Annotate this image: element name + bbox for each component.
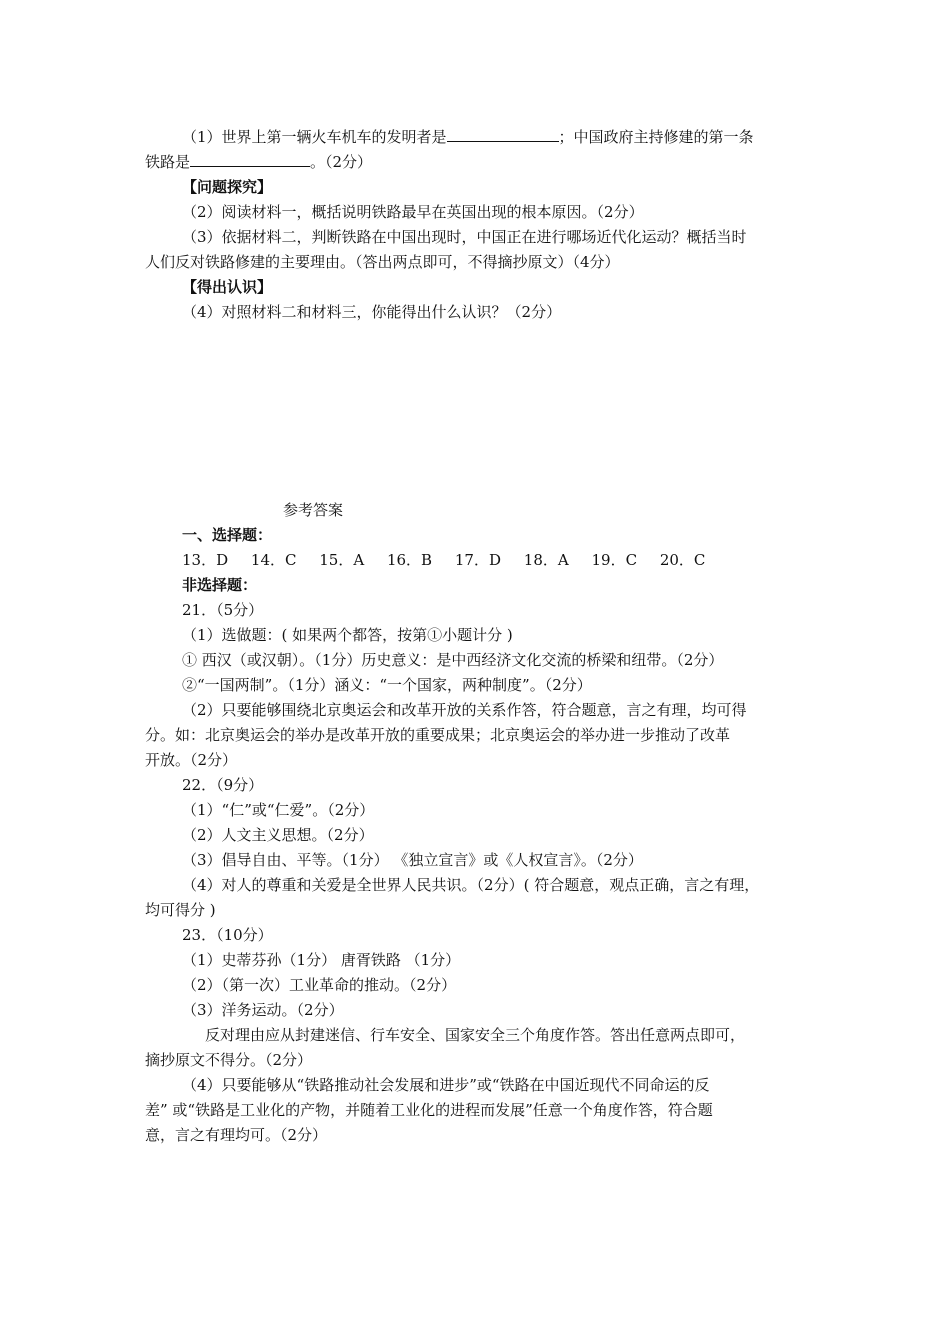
answer-23-2: （2）（第一次）工业革命的推动。（2分） [182,976,457,994]
question-2: （2）阅读材料一，概括说明铁路最早在英国出现的根本原因。（2分） [182,203,644,221]
answer-23-4-line-2: 差” 或“铁路是工业化的产物，并随着工业化的进程而发展”任意一个角度作答，符合题 [145,1101,713,1119]
question-1-text-d: 。（2分） [310,153,373,171]
answer-21-2-line-1: （2）只要能够围绕北京奥运会和改革开放的关系作答，符合题意，言之有理，均可得 [182,701,747,719]
choice-answer: 14．C [250,551,297,569]
answer-23-4-line-1: （4）只要能够从“铁路推动社会发展和进步”或“铁路在中国近现代不同命运的反 [182,1076,710,1094]
section-heading-conclude: 【得出认识】 [182,278,273,296]
answers-title: 参考答案 [283,501,344,519]
answer-blank-railway[interactable] [190,152,310,167]
choice-answer: 15．A [319,551,365,569]
answer-22-2: （2）人文主义思想。（2分） [182,826,374,844]
question-3-line-2: 人们反对铁路修建的主要理由。（答出两点即可，不得摘抄原文）（4分） [145,253,620,271]
question-1-text-a: （1）世界上第一辆火车机车的发明者是 [182,128,447,146]
question-1-text-b: ；中国政府主持修建的第一条 [558,128,754,146]
question-3-line-1: （3）依据材料二，判断铁路在中国出现时，中国正在进行哪场近代化运动？概括当时 [182,228,747,246]
answer-21-1a: ① 西汉（或汉朝）。（1分）历史意义：是中西经济文化交流的桥梁和纽带。（2分） [182,651,724,669]
answer-22-4-line-1: （4）对人的尊重和关爱是全世界人民共识。（2分）( 符合题意，观点正确，言之有理， [182,876,760,894]
answer-23-3: （3）洋务运动。（2分） [182,1001,344,1019]
answer-23-4-line-3: 意，言之有理均可。（2分） [145,1126,328,1144]
choice-answers-row [182,550,862,570]
answer-22-3: （3）倡导自由、平等。（1分） 《独立宣言》或《人权宣言》。（2分） [182,851,643,869]
choice-answer: 18．A [523,551,569,569]
answer-23-1: （1）史蒂芬孙（1分） 唐胥铁路 （1分） [182,951,461,969]
answer-22-4-line-2: 均可得分 ) [145,901,216,919]
answer-23-heading: 23．（10分） [182,926,273,944]
answer-21-1: （1）选做题：( 如果两个都答，按第①小题计分 ) [182,626,513,644]
choice-answer: 20．C [659,551,706,569]
answer-21-heading: 21．（5分） [182,601,264,619]
answer-22-1: （1）“仁”或“仁爱”。（2分） [182,801,375,819]
choice-answer: 13．D [182,551,229,569]
choice-answer: 19．C [591,551,638,569]
question-4: （4）对照材料二和材料三，你能得出什么认识？（2分） [182,303,562,321]
answer-blank-inventor[interactable] [447,127,559,142]
answer-21-2-line-3: 开放。（2分） [145,751,238,769]
answer-21-2-line-2: 分。如：北京奥运会的举办是改革开放的重要成果；北京奥运会的举办进一步推动了改革 [145,726,731,744]
section-heading-explore: 【问题探究】 [182,178,273,196]
question-1-line-1 [182,127,862,147]
answer-21-1b: ②“一国两制”。（1分）涵义：“一个国家，两种制度”。（2分） [182,676,592,694]
choice-heading: 一、选择题： [182,526,273,544]
nonchoice-heading: 非选择题： [182,576,258,594]
answer-23-3-reason-line-2: 摘抄原文不得分。（2分） [145,1051,313,1069]
question-1-text-c: 铁路是 [145,153,191,171]
question-1-line-2 [145,152,825,172]
answer-22-heading: 22．（9分） [182,776,264,794]
answer-23-3-reason-line-1: 反对理由应从封建迷信、行车安全、国家安全三个角度作答。答出任意两点即可， [205,1026,746,1044]
choice-answer: 16．B [386,551,433,569]
choice-answer: 17．D [454,551,501,569]
